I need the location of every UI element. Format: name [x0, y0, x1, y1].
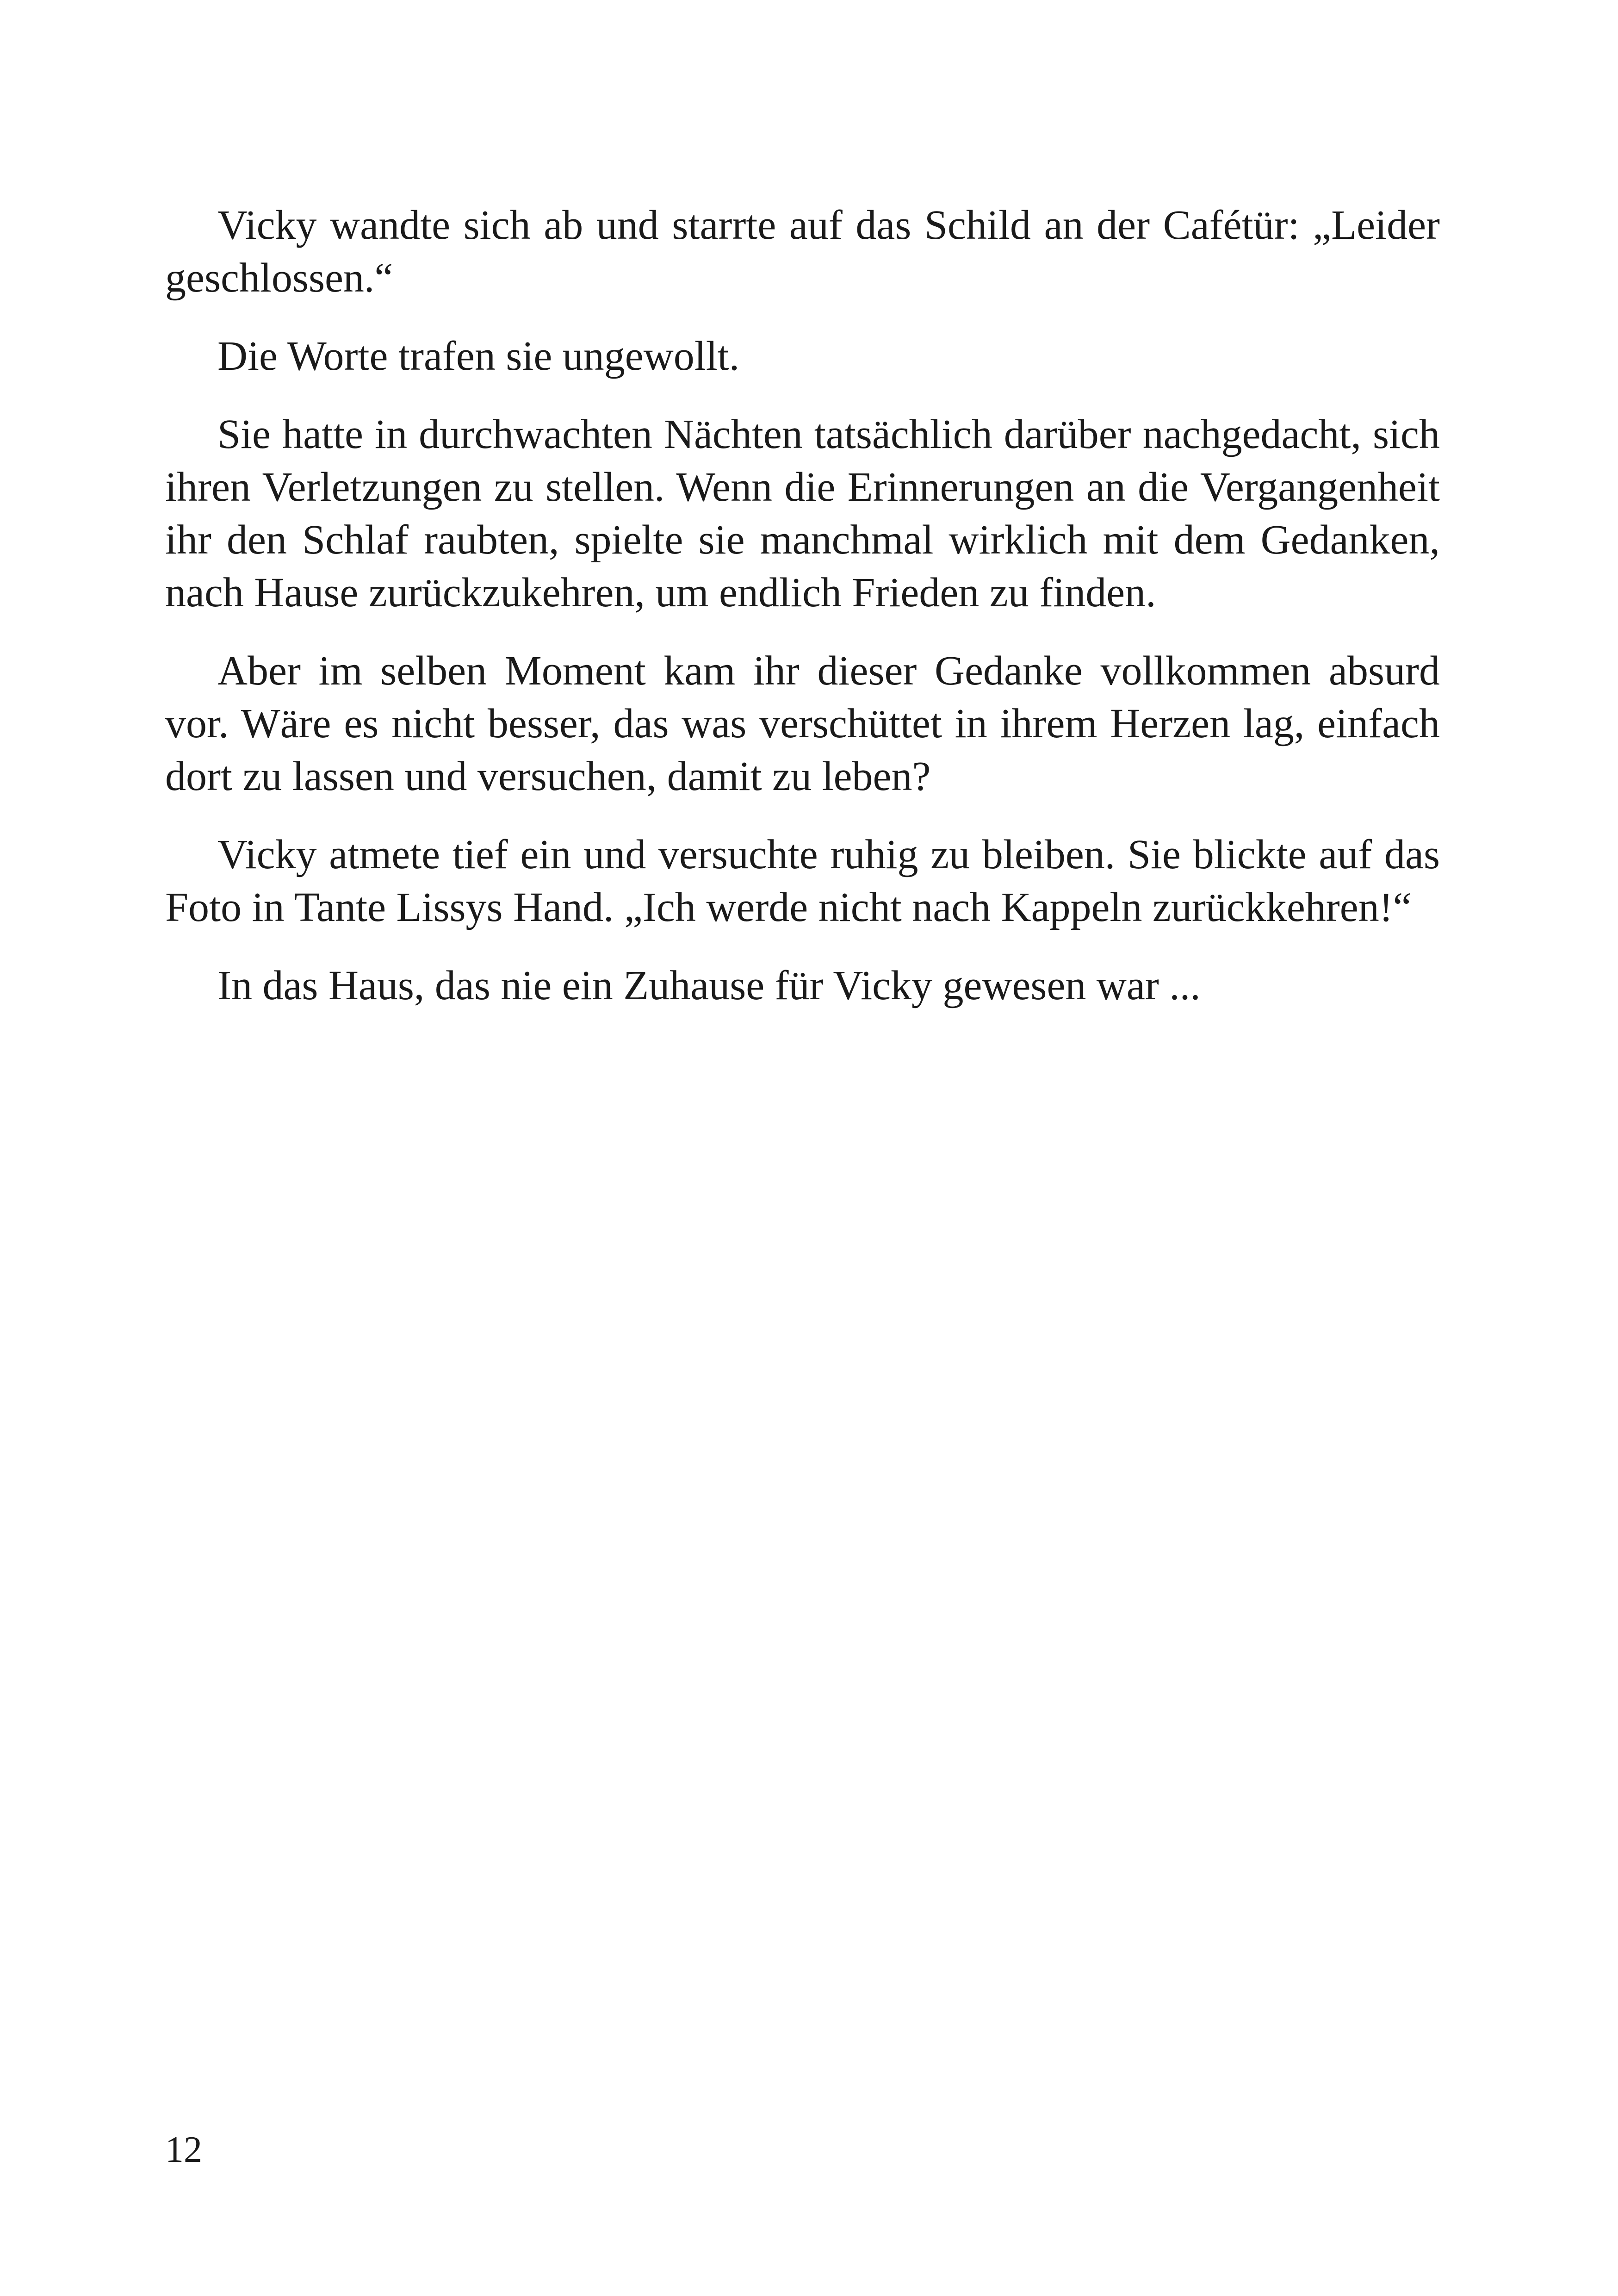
page-number: 12: [165, 2129, 202, 2170]
paragraph-6: In das Haus, das nie ein Zuhause für Vicky gewesen war ...: [217, 963, 1201, 1008]
paragraph-5: Vicky atmete tief ein und versuchte ruhig zu bleiben. Sie blickte auf das Foto in Tante Lissys Hand. „Ich werde nicht nach Kappeln zurückkehren!“: [165, 832, 1440, 930]
body-text: [165, 199, 1440, 1038]
paragraph-1: Vicky wandte sich ab und starrte auf das Schild an der Cafétür: „Leider geschlossen.“: [165, 202, 1440, 301]
paragraph-2: Die Worte trafen sie ungewollt.: [217, 333, 740, 379]
paragraph-3: Sie hatte in durchwachten Nächten tatsächlich darüber nachgedacht, sich ihren Verletzungen zu stellen. Wenn die Erinnerungen an die Vergangenheit ihr den Schlaf raubten, spielte sie manchmal wirklich mit dem Gedanken, nach Hause zurückzukehren, um endlich Frieden zu finden.: [165, 411, 1440, 616]
paragraph-4: Aber im selben Moment kam ihr dieser Gedanke vollkommen absurd vor. Wäre es nicht besser, das was verschüttet in ihrem Herzen lag, einfach dort zu lassen und versuchen, damit zu leben?: [165, 648, 1440, 799]
